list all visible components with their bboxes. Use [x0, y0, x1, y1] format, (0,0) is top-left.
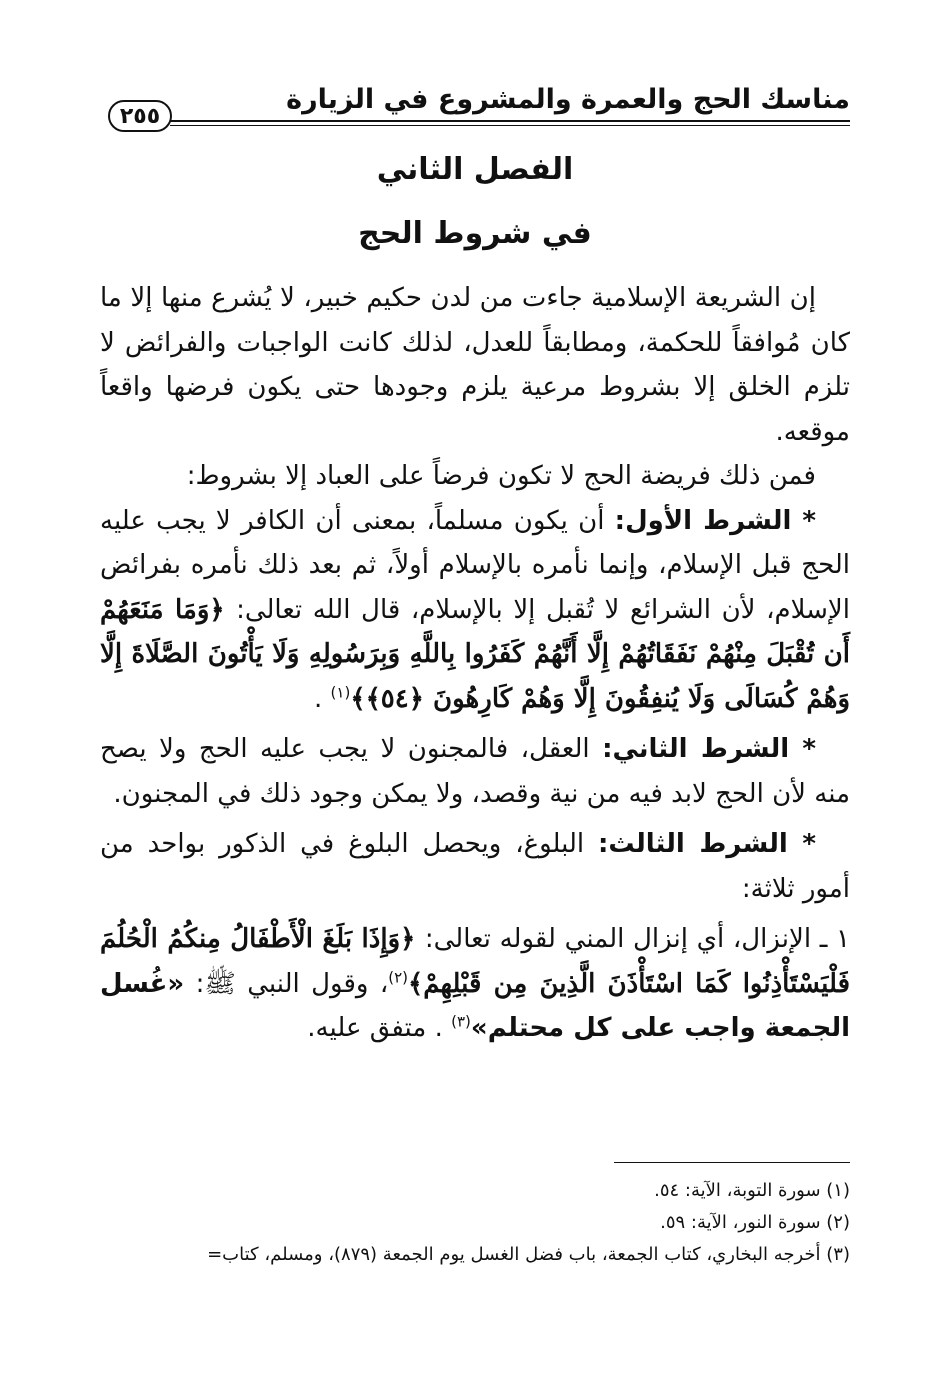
lead-paragraph: فمن ذلك فريضة الحج لا تكون فرضاً على العباد إلا بشروط: [186, 461, 816, 491]
footnote-ref-3[interactable]: (٣) [451, 1012, 471, 1031]
body-text [100, 276, 850, 1051]
condition-two-text: العقل، فالمجنون لا يجب عليه الحج ولا يصح منه لأن الحج لابد فيه من نية وقصد، ولا يمكن وجود ذلك في المجنون. [100, 734, 850, 809]
condition-two-label: * الشرط الثاني: [602, 734, 816, 764]
condition-one-text: أن يكون مسلماً، بمعنى أن الكافر لا يجب عليه الحج قبل الإسلام، وإنما نأمره بالإسلام أولاً، ثم بعد ذلك نأمره بفرائض الإسلام، لأن الشرائع لا تُقبل إلا بالإسلام، قال الله تعالى: [100, 505, 850, 625]
footnote-2: (٢) سورة النور، الآية: ٥٩. [660, 1212, 850, 1233]
list-item-1 [100, 917, 850, 1051]
footnote-1: (١) سورة التوبة، الآية: ٥٤. [654, 1180, 850, 1201]
condition-three-paragraph [100, 822, 850, 911]
condition-three-text: البلوغ، ويحصل البلوغ في الذكور بواحد من أمور ثلاثة: [100, 829, 850, 904]
list-item-1-text: ١ ـ الإنزال، أي إنزال المني لقوله تعالى: [424, 924, 850, 954]
intro-paragraph: إن الشريعة الإسلامية جاءت من لدن حكيم خبير، لا يُشرع منها إلا ما كان مُوافقاً للحكمة، ومطابقاً للعدل، لذلك كانت الواجبات والفرائض لا تلزم الخلق إلا بشروط مرعية يلزم وجودها حتى يكون فرضها واقعاً موقعه. [100, 283, 850, 447]
list-item-1-mid: ، وقول النبي ﷺ: [184, 968, 389, 999]
book-title: مناسك الحج والعمرة والمشروع في الزيارة [286, 84, 850, 115]
footnote-ref-2[interactable]: (٢) [388, 967, 409, 986]
running-header [108, 82, 850, 129]
quran-verse-tawbah: ﴿وَمَا مَنَعَهُمْ أَن تُقْبَلَ مِنْهُمْ نَفَقَاتُهُمْ إِلَّا أَنَّهُمْ كَفَرُوا بِاللَّهِ وَبِرَسُولِهِ وَلَا يَأْتُونَ الصَّلَاةَ إِلَّا وَهُمْ كُسَالَى وَلَا يُنفِقُونَ إِلَّا وَهُمْ كَارِهُونَ ﴿٥٤﴾﴾ [100, 594, 850, 714]
chapter-title: الفصل الثاني [376, 152, 574, 187]
list-item-1-end: . متفق عليه. [307, 1013, 452, 1043]
footnote-rule [614, 1162, 850, 1163]
quran-verse-nur: ﴿وَإِذَا بَلَغَ الْأَطْفَالُ مِنكُمُ الْحُلُمَ فَلْيَسْتَأْذِنُوا كَمَا اسْتَأْذَنَ الَّذِينَ مِن قَبْلِهِمْ﴾ [100, 924, 851, 999]
condition-three-label: * الشرط الثالث: [598, 829, 817, 859]
footnotes [100, 1175, 850, 1271]
condition-one-paragraph [100, 499, 850, 722]
condition-two-paragraph [100, 727, 850, 816]
header-rule [170, 120, 850, 126]
page-number: ٢٥٥ [108, 100, 172, 132]
condition-one-label: * الشرط الأول: [614, 505, 816, 536]
footnote-3: (٣) أخرجه البخاري، كتاب الجمعة، باب فضل الغسل يوم الجمعة (٨٧٩)، ومسلم، كتاب= [207, 1244, 850, 1265]
footnote-ref-1[interactable]: (١) [330, 682, 351, 701]
condition-one-end: . [314, 683, 331, 714]
chapter-subtitle: في شروط الحج [358, 216, 592, 251]
hadith-quote: «غُسل الجمعة واجب على كل محتلم» [100, 968, 850, 1043]
